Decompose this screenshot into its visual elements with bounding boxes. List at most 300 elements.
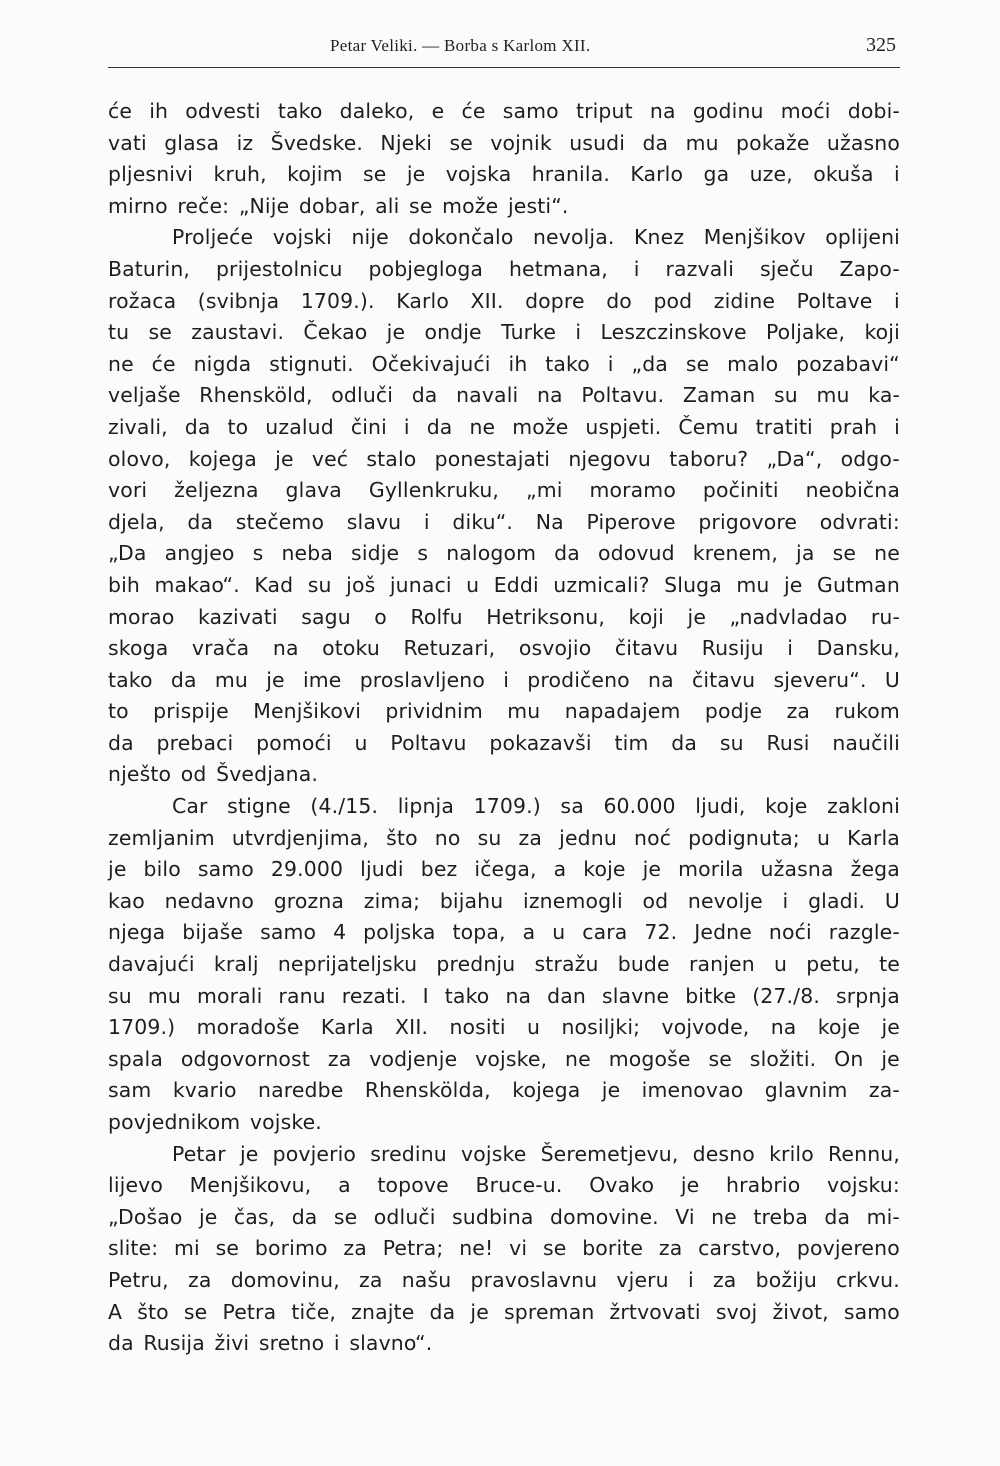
word: se bbox=[215, 1236, 240, 1261]
word: na bbox=[649, 99, 676, 123]
word: da bbox=[108, 730, 134, 755]
word: tu bbox=[108, 320, 130, 345]
word: mu bbox=[736, 572, 770, 597]
text-line bbox=[108, 1139, 900, 1171]
text-line bbox=[108, 507, 900, 539]
word: našu bbox=[401, 1267, 452, 1292]
word: može bbox=[512, 414, 569, 439]
word: U bbox=[884, 888, 900, 913]
word: neobična bbox=[805, 478, 900, 503]
word: ondje bbox=[424, 320, 482, 345]
word: razvali bbox=[665, 256, 735, 281]
word: 72. bbox=[644, 920, 678, 945]
word: iznemogli bbox=[523, 888, 623, 913]
word: 1709.) bbox=[473, 794, 541, 819]
word: neprijateljsku bbox=[277, 952, 418, 977]
word: slavne bbox=[601, 983, 670, 1008]
text-line bbox=[108, 602, 900, 634]
word: Njeki bbox=[380, 130, 433, 155]
word: vjeru bbox=[616, 1267, 669, 1292]
word: zemljanim bbox=[108, 825, 215, 850]
text-line bbox=[108, 1012, 900, 1044]
word: i bbox=[894, 288, 900, 313]
word: (27./8. bbox=[752, 983, 820, 1008]
word: podje bbox=[704, 699, 763, 724]
word: se bbox=[333, 1204, 358, 1229]
running-title: Petar Veliki. — Borba s Karlom XII. bbox=[330, 36, 591, 55]
word: Čekao bbox=[303, 320, 368, 345]
word: napadajem bbox=[564, 699, 681, 724]
word: Hetriksonu, bbox=[486, 604, 605, 629]
word: (svibnja bbox=[197, 288, 280, 313]
word: stečemo bbox=[235, 509, 325, 534]
word: i bbox=[633, 256, 640, 281]
word: je bbox=[406, 162, 426, 187]
word: je bbox=[470, 1299, 489, 1324]
word: bude bbox=[617, 952, 670, 977]
word: će bbox=[151, 351, 176, 376]
word: rožaca bbox=[108, 288, 177, 313]
word: „Da bbox=[108, 541, 147, 566]
word: vojnik bbox=[490, 130, 552, 155]
word: bitke bbox=[685, 983, 737, 1008]
word: hetmana, bbox=[508, 256, 608, 281]
word: srpnja bbox=[835, 983, 900, 1008]
word: od bbox=[642, 888, 669, 913]
word: pravoslavnu bbox=[470, 1267, 598, 1292]
word: povjereno bbox=[796, 1236, 900, 1261]
word: kvario bbox=[172, 1078, 237, 1103]
word: a bbox=[553, 857, 567, 882]
word: ga bbox=[703, 162, 730, 187]
word: slite: bbox=[108, 1236, 159, 1261]
word: za bbox=[518, 825, 543, 850]
word: A bbox=[108, 1299, 123, 1324]
word: da bbox=[554, 541, 580, 566]
word: kralj bbox=[213, 952, 259, 977]
word: samo bbox=[260, 920, 317, 945]
word: čitavu bbox=[691, 667, 756, 692]
word: da bbox=[671, 730, 698, 755]
text-line bbox=[108, 633, 900, 665]
word: je bbox=[108, 857, 127, 882]
word: topove bbox=[377, 1173, 449, 1198]
word: oplijeni bbox=[825, 225, 900, 250]
word: ne bbox=[469, 414, 496, 439]
word: triput bbox=[575, 99, 633, 123]
word: Rhensköld, bbox=[199, 383, 313, 408]
word: Piperove bbox=[586, 509, 676, 534]
word: nije bbox=[351, 225, 389, 250]
word: bijahu bbox=[439, 888, 504, 913]
word: pozabavi“ bbox=[796, 351, 900, 376]
word: za bbox=[786, 699, 811, 724]
word: zaustavi. bbox=[191, 320, 285, 345]
word: samo bbox=[502, 99, 559, 123]
word: uspjeti. bbox=[585, 414, 662, 439]
word: „Da“, bbox=[766, 446, 823, 471]
word: utvrdjenjima, bbox=[231, 825, 370, 850]
word: okuša bbox=[813, 162, 874, 187]
word: Rusi bbox=[766, 730, 810, 755]
page-number: 325 bbox=[866, 34, 896, 56]
text-line bbox=[108, 96, 900, 128]
word: mu bbox=[214, 667, 248, 692]
word: osvojio bbox=[518, 636, 592, 661]
text-line bbox=[108, 728, 900, 760]
word: sa bbox=[560, 794, 584, 819]
word: usudi bbox=[569, 130, 626, 155]
text-line bbox=[108, 286, 900, 318]
word: je bbox=[881, 1046, 900, 1071]
word: na bbox=[770, 1015, 797, 1040]
word: sjeveru“. bbox=[773, 667, 867, 692]
word: diku“. bbox=[452, 509, 514, 534]
word: noći bbox=[768, 920, 812, 945]
word: žrtvovati bbox=[609, 1299, 701, 1324]
word: pljesnivi bbox=[108, 162, 194, 187]
word: prah bbox=[829, 414, 878, 439]
word: je bbox=[642, 857, 662, 882]
word: i bbox=[787, 636, 794, 661]
word: zidine bbox=[713, 288, 776, 313]
word: otoku bbox=[322, 636, 380, 661]
word: je bbox=[783, 572, 803, 597]
word: morali bbox=[196, 983, 263, 1008]
word: On bbox=[834, 1046, 864, 1071]
word: domovinu, bbox=[230, 1267, 340, 1292]
word: vati bbox=[108, 130, 147, 155]
word: noć bbox=[634, 825, 672, 850]
word: za bbox=[712, 1267, 737, 1292]
word: božiju bbox=[755, 1267, 817, 1292]
word: Knez bbox=[634, 225, 685, 250]
word: Švedske. bbox=[270, 130, 364, 155]
word: pokaže bbox=[736, 130, 810, 155]
word: se bbox=[685, 351, 710, 376]
word: vori bbox=[108, 478, 148, 503]
text-line bbox=[108, 886, 900, 918]
word: su bbox=[773, 383, 798, 408]
word: su bbox=[108, 983, 132, 1008]
word: ljudi, bbox=[695, 794, 746, 819]
word: mu bbox=[816, 383, 850, 408]
word: za bbox=[188, 1267, 212, 1292]
word: grozna bbox=[273, 888, 345, 913]
word: Gutman bbox=[817, 572, 900, 597]
word: vodjenje bbox=[369, 1046, 458, 1071]
word: lipnja bbox=[397, 794, 454, 819]
word: je bbox=[386, 320, 406, 345]
word: bez bbox=[420, 857, 458, 882]
word: tako bbox=[108, 667, 153, 692]
word: neba bbox=[281, 541, 333, 566]
header-rule bbox=[108, 67, 900, 68]
word: da bbox=[170, 667, 197, 692]
word: žega bbox=[850, 857, 900, 882]
word: ih bbox=[508, 351, 528, 376]
text-line bbox=[108, 1202, 900, 1234]
word: kojega bbox=[188, 446, 257, 471]
word: će bbox=[461, 99, 486, 123]
word: nositi bbox=[449, 1015, 506, 1040]
text-line: da Rusija živi sretno i slavno“. bbox=[108, 1331, 433, 1356]
word: željezna bbox=[174, 478, 259, 503]
word: Petar bbox=[172, 1141, 226, 1166]
word: stalo bbox=[366, 446, 417, 471]
word: Petra; bbox=[382, 1236, 444, 1261]
word: da bbox=[187, 509, 214, 534]
word: koji bbox=[864, 320, 900, 345]
text-line bbox=[108, 981, 900, 1013]
word: sagu bbox=[301, 604, 351, 629]
word: prispije bbox=[153, 699, 229, 724]
word: Leszczinskove bbox=[600, 320, 747, 345]
word: zakloni bbox=[827, 794, 900, 819]
word: nalogom bbox=[446, 541, 537, 566]
word: pomoći bbox=[256, 730, 332, 755]
word: U bbox=[884, 667, 900, 692]
word: spala bbox=[108, 1046, 163, 1071]
word: počiniti bbox=[702, 478, 779, 503]
word: je bbox=[266, 667, 285, 692]
word: se bbox=[362, 162, 387, 187]
word: „da bbox=[631, 351, 668, 376]
word: njega bbox=[108, 920, 166, 945]
word: slavu bbox=[346, 509, 402, 534]
word: čini bbox=[350, 414, 387, 439]
word: borimo bbox=[254, 1236, 328, 1261]
word: mu bbox=[507, 699, 541, 724]
text-line bbox=[108, 349, 900, 381]
word: za bbox=[658, 1236, 683, 1261]
word: sidje bbox=[351, 541, 400, 566]
word: te bbox=[879, 952, 900, 977]
word: i bbox=[687, 1267, 694, 1292]
word: ja bbox=[796, 541, 815, 566]
word: odovud bbox=[597, 541, 675, 566]
word: se bbox=[449, 130, 473, 155]
word: Petru, bbox=[108, 1267, 169, 1292]
word: čitavu bbox=[614, 636, 679, 661]
word: se bbox=[542, 1236, 567, 1261]
word: o bbox=[374, 604, 387, 629]
word: da bbox=[184, 414, 211, 439]
word: gladi. bbox=[808, 888, 866, 913]
word: život, bbox=[772, 1299, 829, 1324]
word: XII. bbox=[395, 1015, 429, 1040]
word: će bbox=[108, 99, 133, 123]
word: moramo bbox=[589, 478, 676, 503]
word: moći bbox=[780, 99, 831, 123]
word: je bbox=[239, 1141, 259, 1166]
word: Na bbox=[535, 509, 564, 534]
word: već bbox=[311, 446, 349, 471]
word: na bbox=[272, 636, 299, 661]
word: I bbox=[422, 983, 429, 1008]
word: Petra bbox=[222, 1299, 277, 1324]
word: iz bbox=[236, 130, 254, 155]
text-line bbox=[108, 1297, 900, 1329]
word: treba bbox=[753, 1204, 808, 1229]
word: hrabrio bbox=[726, 1173, 801, 1198]
word: kojega bbox=[512, 1078, 581, 1103]
word: prividnim bbox=[385, 699, 483, 724]
word: Rolfu bbox=[410, 604, 463, 629]
text-line bbox=[108, 1075, 900, 1107]
word: desno bbox=[692, 1141, 755, 1166]
word: navali bbox=[456, 383, 519, 408]
word: 4 bbox=[333, 920, 347, 945]
word: ka- bbox=[868, 383, 900, 408]
word: Očekivajući bbox=[371, 351, 491, 376]
word: spreman bbox=[504, 1299, 595, 1324]
word: i bbox=[403, 414, 410, 439]
word: veljaše bbox=[108, 383, 181, 408]
word: tratiti bbox=[755, 414, 813, 439]
word: 60.000 bbox=[603, 794, 676, 819]
body-text bbox=[108, 96, 900, 1360]
word: dopre bbox=[525, 288, 585, 313]
word: dobi- bbox=[847, 99, 900, 123]
word: znajte bbox=[351, 1299, 415, 1324]
word: Karlo bbox=[630, 162, 684, 187]
word: daleko, bbox=[339, 99, 415, 123]
word: sudbina bbox=[452, 1204, 534, 1229]
text-line bbox=[108, 159, 900, 191]
word: i bbox=[575, 320, 582, 345]
word: tako bbox=[277, 99, 323, 123]
text-line bbox=[108, 222, 900, 254]
word: složiti. bbox=[749, 1046, 817, 1071]
word: makao“. bbox=[154, 572, 240, 597]
word: dan bbox=[547, 983, 586, 1008]
word: bijaše bbox=[182, 920, 244, 945]
word: je bbox=[680, 1173, 700, 1198]
text-line bbox=[108, 696, 900, 728]
text-line bbox=[108, 791, 900, 823]
word: stražu bbox=[534, 952, 599, 977]
word: bilo bbox=[143, 857, 181, 882]
word: pobjegloga bbox=[368, 256, 484, 281]
word: prijestolnicu bbox=[215, 256, 343, 281]
word: Karlo bbox=[396, 288, 449, 313]
text-line bbox=[108, 665, 900, 697]
word: 29.000 bbox=[270, 857, 344, 882]
word: s bbox=[252, 541, 264, 566]
word: nosiljki; bbox=[561, 1015, 641, 1040]
word: je bbox=[275, 446, 294, 471]
word: petu, bbox=[806, 952, 860, 977]
word: Poltavu. bbox=[581, 383, 665, 408]
word: „nadvladao bbox=[729, 604, 848, 629]
text-line bbox=[108, 1170, 900, 1202]
word: vojske, bbox=[475, 1046, 548, 1071]
word: kazivati bbox=[197, 604, 278, 629]
word: Retuzari, bbox=[403, 636, 496, 661]
word: Karla bbox=[320, 1015, 374, 1040]
word: godinu bbox=[692, 99, 764, 123]
word: vojski bbox=[272, 225, 332, 250]
word: je bbox=[687, 604, 707, 629]
word: i bbox=[894, 162, 900, 187]
text-line bbox=[108, 128, 900, 160]
word: „mi bbox=[526, 478, 563, 503]
word: ne bbox=[108, 351, 134, 376]
word: vojske bbox=[461, 1141, 527, 1166]
word: koje bbox=[765, 794, 808, 819]
word: njegovu bbox=[568, 446, 651, 471]
word: Jedne bbox=[694, 920, 752, 945]
word: proslavljeno bbox=[359, 667, 485, 692]
word: mogoše bbox=[608, 1046, 691, 1071]
word: mu bbox=[147, 983, 181, 1008]
word: Menjšikovu, bbox=[189, 1173, 312, 1198]
word: za bbox=[327, 1046, 352, 1071]
word: što bbox=[386, 825, 418, 850]
word: u bbox=[527, 1015, 541, 1040]
word: krenem, bbox=[692, 541, 778, 566]
word: ljudi bbox=[360, 857, 404, 882]
word: na bbox=[648, 667, 674, 692]
word: Eddi bbox=[493, 572, 539, 597]
word: carstvo, bbox=[698, 1236, 782, 1261]
word: Karla bbox=[847, 825, 900, 850]
word: Šeremetjevu, bbox=[540, 1141, 679, 1166]
word: vojska bbox=[445, 162, 512, 187]
word: hranila. bbox=[531, 162, 610, 187]
word: užasna bbox=[760, 857, 834, 882]
word: rezati. bbox=[341, 983, 407, 1008]
word: čas, bbox=[233, 1204, 276, 1229]
word: Turke bbox=[501, 320, 557, 345]
word: je bbox=[198, 1204, 218, 1229]
word: crkvu. bbox=[836, 1267, 900, 1292]
text-line bbox=[108, 570, 900, 602]
word: prednju bbox=[436, 952, 516, 977]
word: i bbox=[423, 509, 430, 534]
word: „Došao bbox=[108, 1204, 183, 1229]
word: i bbox=[607, 351, 614, 376]
word: naredbe bbox=[258, 1078, 344, 1103]
word: Čemu bbox=[678, 414, 739, 439]
word: domovine. bbox=[550, 1204, 659, 1229]
word: Zaman bbox=[682, 383, 756, 408]
text-line bbox=[108, 854, 900, 886]
word: ne! bbox=[459, 1236, 494, 1261]
text-line bbox=[108, 823, 900, 855]
word: užasno bbox=[826, 130, 900, 155]
word: odvrati: bbox=[819, 509, 900, 534]
word: glasa bbox=[164, 130, 220, 155]
text-line bbox=[108, 1233, 900, 1265]
word: mi- bbox=[866, 1204, 900, 1229]
running-header bbox=[108, 36, 900, 64]
word: koji bbox=[628, 604, 664, 629]
word: da bbox=[291, 1204, 318, 1229]
word: djela, bbox=[108, 509, 165, 534]
word: Baturin, bbox=[108, 256, 191, 281]
word: topa, bbox=[452, 920, 506, 945]
word: na bbox=[536, 383, 563, 408]
word: nevolje bbox=[687, 888, 763, 913]
text-line: nješto od Švedjana. bbox=[108, 762, 319, 787]
word: tako bbox=[444, 983, 490, 1008]
word: Rusiju bbox=[701, 636, 764, 661]
word: nedavno bbox=[164, 888, 254, 913]
text-line: povjednikom vojske. bbox=[108, 1110, 322, 1134]
word: (4./15. bbox=[310, 794, 379, 819]
